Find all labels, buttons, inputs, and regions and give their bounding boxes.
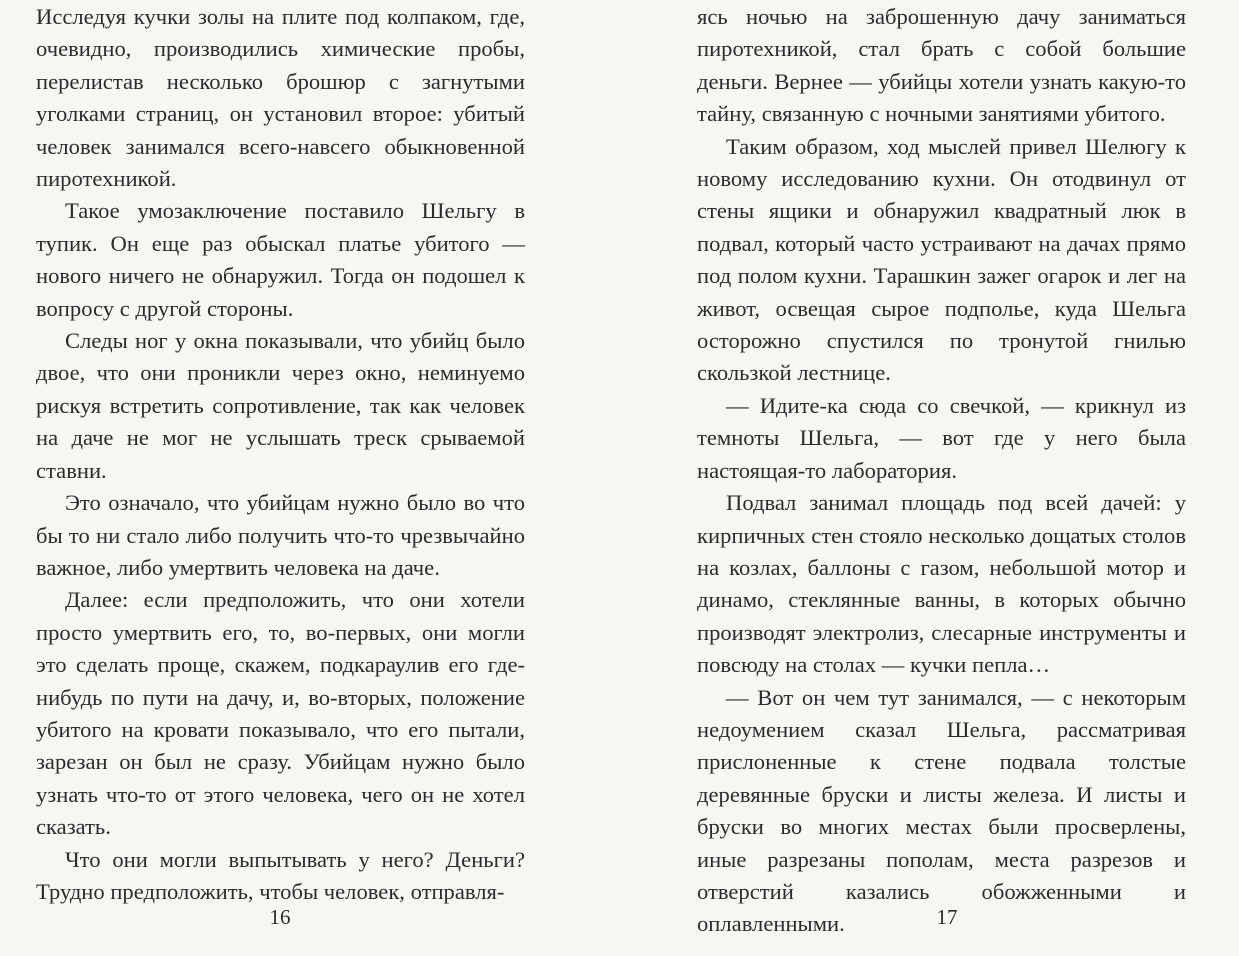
- paragraph: Такое умозаключение поставило Шельгу в тупик. Он еще раз обыскал платье убитого — нового ничего не обнаружил. Тогда он подошел к вопросу с другой стороны.: [36, 198, 525, 321]
- paragraph: Это означало, что убийцам нужно было во что бы то ни стало либо получить что-то чрезвычайно важное, либо умертвить человека на даче.: [36, 490, 525, 580]
- right-page: [620, 0, 1239, 956]
- paragraph: — Идите-ка сюда со свечкой, — крикнул из темноты Шельга, — вот где у него была настоящая-то лаборатория.: [697, 392, 1186, 483]
- paragraph: Исследуя кучки золы на плите под колпаком, где, очевидно, производились химические пробы, перелистав несколько брошюр с загнутыми уголками страниц, он установил второе: убитый человек занимался всего-навсего обыкновенной пиротехникой.: [36, 4, 525, 192]
- paragraph: Что они могли выпытывать у него? Деньги? Трудно предположить, чтобы человек, отправля-: [36, 846, 525, 904]
- left-page-text: [36, 1, 525, 908]
- right-page-text: [697, 1, 1186, 941]
- paragraph: Таким образом, ход мыслей привел Шелюгу к новому исследованию кухни. Он отодвинул от стены ящики и обнаружил квадратный люк в подвал, который часто устраивают на дачах прямо под полом кухни. Тарашкин зажег огарок и лег на живот, освещая сырое подполье, куда Шельга осторожно спустился по тронутой гнилью скользкой лестнице.: [697, 133, 1186, 386]
- page-number: 16: [269, 905, 291, 929]
- paragraph: ясь ночью на заброшенную дачу заниматься пиротехникой, стал брать с собой большие деньги. Вернее — убийцы хотели узнать какую-то тайну, связанную с ночными занятиями убитого.: [697, 4, 1186, 127]
- paragraph: Следы ног у окна показывали, что убийц было двое, что они проникли через окно, неминуемо рискуя встретить сопротивление, так как человек на даче не мог не услышать треск срываемой ставни.: [36, 328, 525, 483]
- paragraph: — Вот он чем тут занимался, — с некоторым недоумением сказал Шельга, рассматривая прислоненные к стене подвала толстые деревянные бруски и листы железа. И листы и бруски во многих местах были просверлены, иные разрезаны пополам, места разрезов и отверстий казались обожженными и оплавленными.: [697, 684, 1186, 937]
- page-number: 17: [936, 905, 958, 929]
- paragraph: Далее: если предположить, что они хотели просто умертвить его, то, во-первых, они могли это сделать проще, скажем, подкараулив его где-нибудь по пути на дачу, и, во-вторых, положение убитого на кровати показывало, что его пытали, зарезан он был не сразу. Убийцам нужно было узнать что-то от этого человека, чего он не хотел сказать.: [36, 587, 525, 840]
- paragraph: Подвал занимал площадь под всей дачей: у кирпичных стен стояло несколько дощатых столов на козлах, баллоны с газом, небольшой мотор и динамо, стеклянные ванны, в которых обычно производят электролиз, слесарные инструменты и повсюду на столах — кучки пепла…: [697, 490, 1186, 678]
